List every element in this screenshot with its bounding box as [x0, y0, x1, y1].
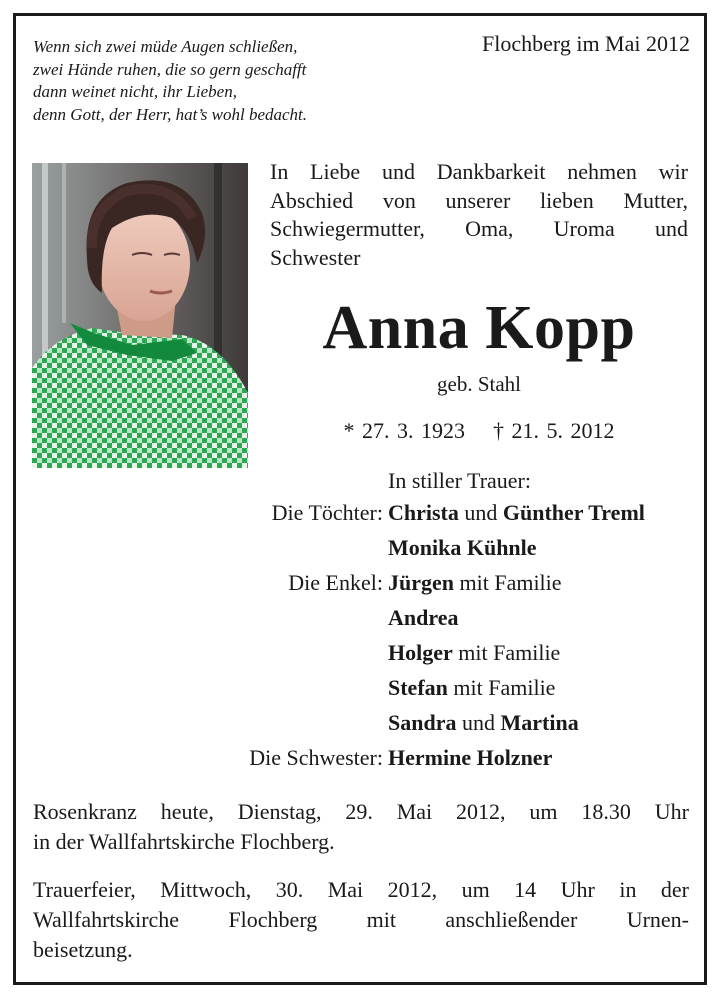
- daughters-label: Die Töchter:: [271, 500, 383, 525]
- intro-text: [270, 158, 688, 272]
- funeral-line: Trauerfeier, Mittwoch, 30. Mai 2012, um 14 Uhr in der: [33, 877, 689, 902]
- mourning-heading: In stiller Trauer:: [388, 468, 531, 493]
- birth-date: * 27. 3. 1923: [343, 418, 465, 443]
- mourner-entry: Andrea: [388, 605, 459, 630]
- place-date: Flochberg im Mai 2012: [482, 31, 690, 56]
- mourner-entry: Christa und Günther Treml: [388, 500, 645, 525]
- intro-line: Abschied von unserer lieben Mutter,: [270, 187, 688, 213]
- poem-line: zwei Hände ruhen, die so gern geschafft: [33, 59, 307, 79]
- funeral-notice: [33, 875, 689, 965]
- rosary-line: Rosenkranz heute, Dienstag, 29. Mai 2012, um 18.30 Uhr: [33, 799, 689, 824]
- intro-line: Schwiegermutter, Oma, Uroma und: [270, 216, 688, 241]
- poem: [33, 36, 307, 126]
- portrait-photo: [32, 163, 248, 468]
- life-dates: [270, 418, 688, 444]
- sister-label: Die Schwester:: [249, 745, 383, 770]
- poem-line: denn Gott, der Herr, hat’s wohl bedacht.: [33, 104, 308, 124]
- poem-line: dann weinet nicht, ihr Lieben,: [33, 82, 237, 101]
- funeral-line: beisetzung.: [33, 937, 133, 962]
- grandchildren-label: Die Enkel:: [288, 570, 383, 595]
- mourner-entry: Holger mit Familie: [388, 640, 561, 665]
- death-date: † 21. 5. 2012: [493, 418, 615, 443]
- mourner-entry: Hermine Holzner: [388, 745, 553, 770]
- mourner-entry: Stefan mit Familie: [388, 675, 556, 700]
- mourner-entry: Sandra und Martina: [388, 710, 579, 735]
- deceased-name: Anna Kopp: [322, 294, 636, 362]
- born-name: geb. Stahl: [437, 372, 521, 396]
- mourner-entry: Monika Kühnle: [388, 535, 537, 560]
- rosary-notice: [33, 797, 689, 857]
- poem-line: Wenn sich zwei müde Augen schließen,: [33, 37, 298, 56]
- intro-line: Schwester: [270, 244, 361, 270]
- portrait-image: [32, 163, 248, 468]
- mourner-entry: Jürgen mit Familie: [388, 570, 562, 595]
- intro-line: In Liebe und Dankbarkeit nehmen wir: [270, 159, 688, 184]
- funeral-line: Wallfahrtskirche Flochberg mit anschließender Urnen-: [33, 907, 689, 932]
- rosary-line: in der Wallfahrtskirche Flochberg.: [33, 829, 335, 854]
